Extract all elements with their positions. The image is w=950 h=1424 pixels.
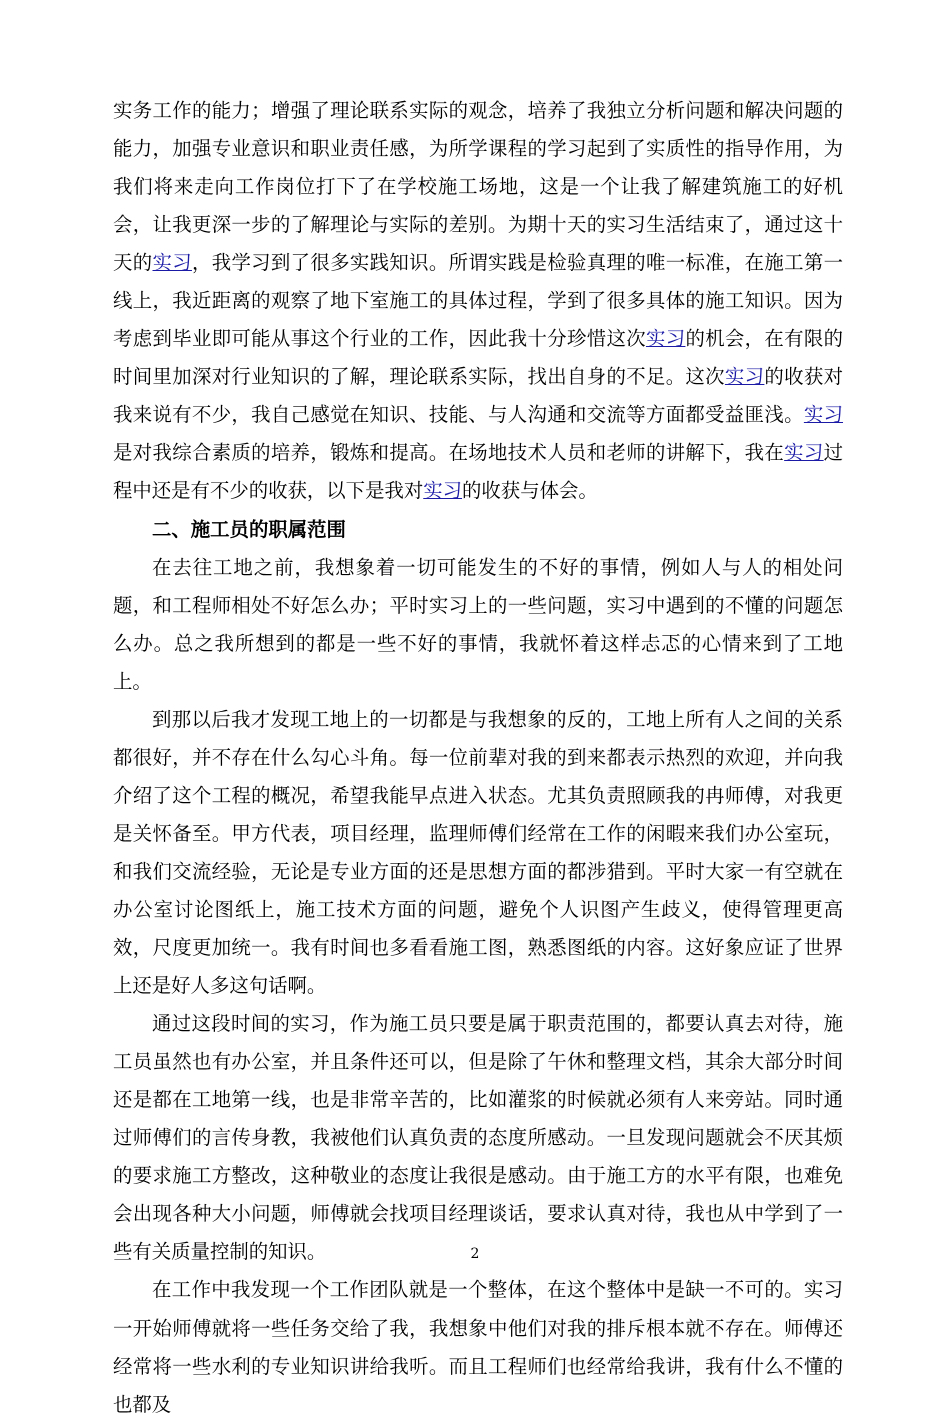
- section-heading: 二、施工员的职属范围: [152, 517, 346, 541]
- internship-link[interactable]: 实习: [152, 251, 192, 275]
- page-number: 2: [470, 1246, 480, 1262]
- document-body: [113, 92, 843, 1424]
- paragraph-duties: 通过这段时间的实习，作为施工员只要是属于职责范围的，都要认真去对待，施工员虽然也有办公室，并且条件还可以，但是除了午休和整理文档，其余大部分时间还是都在工地第一线，也是非常辛苦的，比如灌浆的时候就必须有人来旁站。同时通过师傅们的言传身教，我被他们认真负责的态度所感动。一旦发现问题就会不厌其烦的要求施工方整改，这种敬业的态度让我很是感动。由于施工方的水平有限，也难免会出现各种大小问题，师傅就会找项目经理谈话，要求认真对待，我也从中学到了一些有关质量控制的知识。: [113, 1012, 843, 1264]
- text-run: 过程中还是有不少的收获，以下是我对: [113, 441, 844, 503]
- internship-link[interactable]: 实习: [784, 441, 824, 465]
- text-run: 是对我综合素质的培养，锻炼和提高。在场地技术人员和老师的讲解下，我在: [113, 441, 785, 465]
- paragraph-before-site: 在去往工地之前，我想象着一切可能发生的不好的事情，例如人与人的相处问题，和工程师相处不好怎么办；平时实习上的一些问题，实习中遇到的不懂的问题怎么办。总之我所想到的都是一些不好的事情，我就怀着这样忐忑的心情来到了工地上。: [113, 555, 843, 693]
- paragraph-intro: [113, 92, 843, 511]
- text-run: 实务工作的能力；增强了理论联系实际的观念，培养了我独立分析问题和解决问题的能力，加强专业意识和职业责任感，为所学课程的学习起到了实质性的指导作用，为我们将来走向工作岗位打下了在学校施工场地，这是一个让我了解建筑施工的好机会，让我更深一步的了解理论与实际的差别。为期十天的实习生活结束了，通过这十天的: [113, 99, 843, 275]
- internship-link[interactable]: 实习: [423, 479, 463, 503]
- internship-link[interactable]: 实习: [803, 403, 844, 427]
- text-run: 的收获与体会。: [462, 479, 598, 503]
- text-run: 的机会，在有限的时间里加深对行业知识的了解，理论联系实际，找出自身的不足。这次: [113, 327, 844, 389]
- internship-link[interactable]: 实习: [724, 365, 765, 389]
- text-run: 的收获对我来说有不少，我自己感觉在知识、技能、与人沟通和交流等方面都受益匪浅。: [113, 365, 844, 427]
- paragraph-site-relations: 到那以后我才发现工地上的一切都是与我想象的反的，工地上所有人之间的关系都很好，并不存在什么勾心斗角。每一位前辈对我的到来都表示热烈的欢迎，并向我介绍了这个工程的概况，希望我能早点进入状态。尤其负责照顾我的冉师傅，对我更是关怀备至。甲方代表，项目经理，监理师傅们经常在工作的闲暇来我们办公室玩，和我们交流经验，无论是专业方面的还是思想方面的都涉猎到。平时大家一有空就在办公室讨论图纸上，施工技术方面的问题，避免个人识图产生歧义，使得管理更高效，尺度更加统一。我有时间也多看看施工图，熟悉图纸的内容。这好象应证了世界上还是好人多这句话啊。: [113, 707, 843, 998]
- internship-link[interactable]: 实习: [645, 327, 686, 351]
- text-run: ，我学习到了很多实践知识。所谓实践是检验真理的唯一标准，在施工第一线上，我近距离的观察了地下室施工的具体过程，学到了很多具体的施工知识。因为考虑到毕业即可能从事这个行业的工作，因此我十分珍惜这次: [113, 251, 844, 351]
- paragraph-teamwork: 在工作中我发现一个工作团队就是一个整体，在这个整体中是缺一不可的。实习一开始师傅就将一些任务交给了我，我想象中他们对我的排斥根本就不存在。师傅还经常将一些水利的专业知识讲给我听。而且工程师们也经常给我讲，我有什么不懂的也都及: [113, 1278, 843, 1416]
